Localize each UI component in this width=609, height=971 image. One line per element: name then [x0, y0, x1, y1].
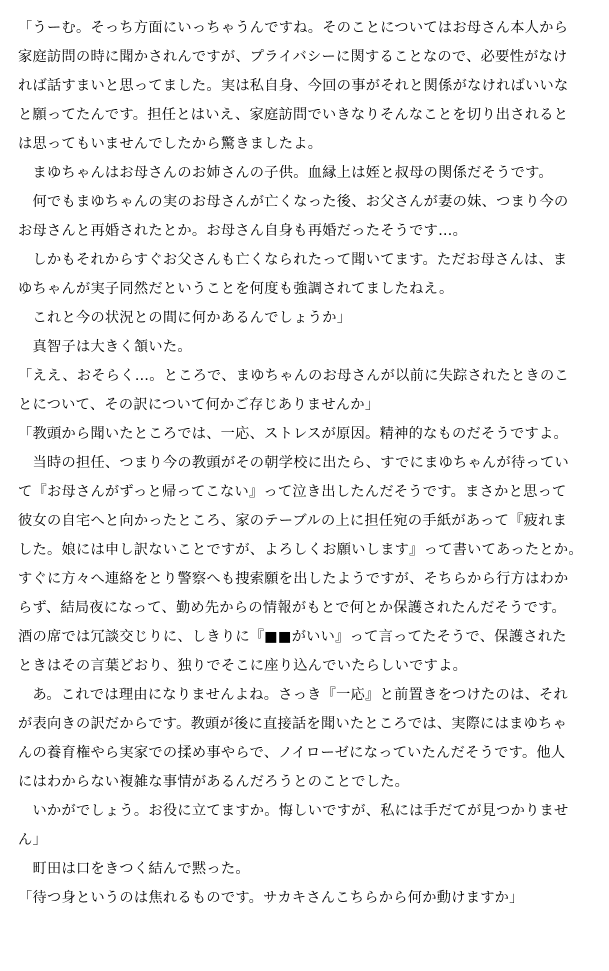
text-line-4: と願ってたんです。担任とはいえ、家庭訪問でいきなりそんなことを切り出されると: [18, 107, 569, 123]
text-line-5: は思ってもいませんでしたから驚きましたよ。: [18, 136, 323, 152]
text-line-27: にはわからない複雑な事情があるんだろうとのことでした。: [18, 774, 410, 790]
text-line-25: が表向きの訳だからです。教頭が後に直接話を聞いたところでは、実際にはまゆちゃ: [18, 716, 568, 732]
text-line-1: 「うーむ。そっち方面にいっちゃうんですね。そのことについてはお母さん本人から: [18, 20, 569, 36]
text-line-22: 酒の席では冗談交じりに、しきりに『■■がいい』って言ってたそうで、保護された: [18, 629, 567, 645]
document-body: [18, 14, 596, 913]
text-line-31: [18, 884, 596, 913]
text-line-10: ゆちゃんが実子同然だということを何度も強調されてましたねえ。: [18, 281, 454, 297]
text-line-9: しかもそれからすぐお父さんも亡くなられたって聞いてます。ただお母さんは、ま: [18, 252, 568, 268]
last-line-before: 「待つ身というのは: [18, 890, 149, 906]
text-line-24: あ。これでは理由になりませんよね。さっき『一応』と前置きをつけたのは、それ: [18, 687, 568, 703]
text-line-23: ときはその言葉どおり、独りでそこに座り込んでいたらしいですよ。: [18, 658, 468, 674]
text-line-28: いかがでしょう。お役に立てますか。悔しいですが、私には手だてが見つかりませ: [18, 803, 569, 819]
text-line-13: 「ええ、おそらく…。ところで、まゆちゃんのお母さんが以前に失踪されたときのこ: [18, 368, 569, 384]
text-line-7: 何でもまゆちゃんの実のお母さんが亡くなった後、お父さんが妻の妹、つまり今の: [18, 194, 569, 210]
text-line-12: 真智子は大きく頷いた。: [18, 339, 192, 355]
text-line-18: 彼女の自宅へと向かったところ、家のテーブルの上に担任宛の手紙があって『疲れま: [18, 513, 568, 529]
text-line-17: て『お母さんがずっと帰ってこない』って泣き出したんだそうです。まさかと思って: [18, 484, 567, 500]
text-line-14: とについて、その訳について何かご存じありませんか」: [18, 397, 380, 413]
text-line-26: んの養育権やら実家での揉め事やらで、ノイローゼになっていたんだそうです。他人: [18, 745, 566, 761]
text-line-3: れば話すまいと思ってました。実は私自身、今回の事がそれと関係がなければいいな: [18, 78, 569, 94]
text-line-15: 「教頭から聞いたところでは、一応、ストレスが原因。精神的なものだそうですよ。: [18, 426, 568, 442]
text-line-8: お母さんと再婚されたとか。お母さん自身も再婚だったそうです…。: [18, 223, 468, 239]
text-line-21: らず、結局夜になって、勤め先からの情報がもとで何とか保護されたんだそうです。: [18, 600, 566, 616]
text-line-29: ん」: [18, 832, 47, 848]
text-line-11: これと今の状況との間に何かあるんでしょうか」: [18, 310, 352, 326]
last-line-after: れるものです。サカキさんこちらから何か動けますか」: [162, 890, 524, 906]
text-line-19: した。娘には申し訳ないことですが、よろしくお願いします』って書いてあったとか。: [18, 542, 583, 558]
ruby-base: 焦: [148, 890, 163, 906]
text-line-16: 当時の担任、つまり今の教頭がその朝学校に出たら、すでにまゆちゃんが待ってい: [18, 455, 569, 471]
text-line-20: すぐに方々へ連絡をとり警察へも捜索願を出したようですが、そちらから行方はわか: [18, 571, 569, 587]
text-line-6: まゆちゃんはお母さんのお姉さんの子供。血縁上は姪と叔母の関係だそうです。: [18, 165, 553, 181]
text-line-30: 町田は口をきつく結んで黙った。: [18, 861, 250, 877]
ruby-group: [148, 884, 163, 913]
text-line-2: 家庭訪問の時に聞かされんですが、プライバシーに関することなので、必要性がなけ: [18, 49, 568, 65]
